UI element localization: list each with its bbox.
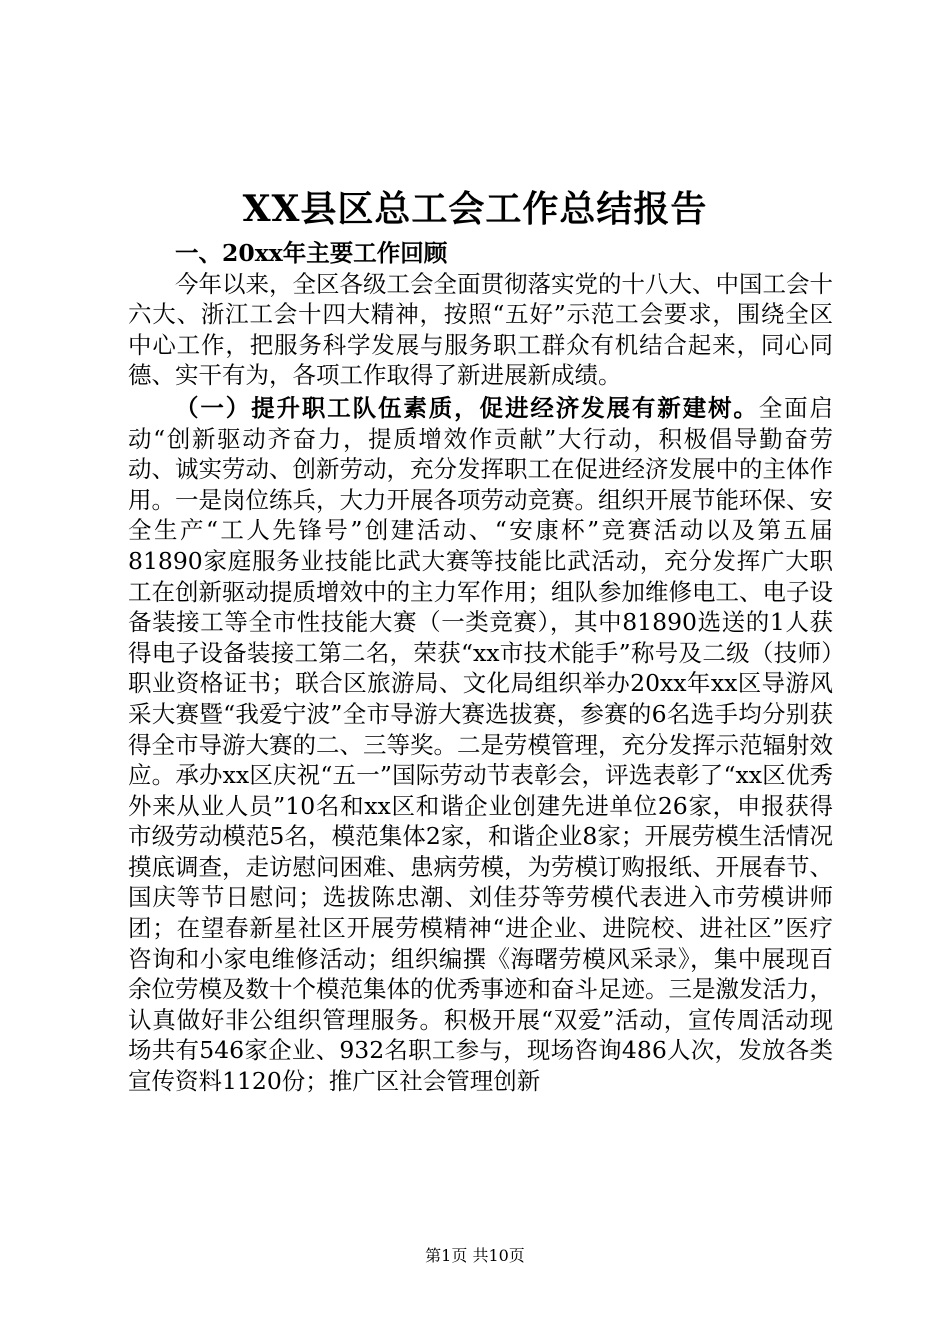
section-heading: 一、20xx年主要工作回顾 (175, 239, 448, 267)
document-title: XX县区总工会工作总结报告 (242, 188, 708, 230)
paragraph-section-one (128, 393, 833, 1097)
paragraph-text: 今年以来，全区各级工会全面贯彻落实党的十八大、中国工会十六大、浙江工会十四大精神，按照“五好”示范工会要求，围绕全区中心工作，把服务科学发展与服务职工群众有机结合起来，同心同德、实干有为，各项工作取得了新进展新成绩。 (128, 269, 833, 390)
paragraph-lead: （一）提升职工队伍素质，促进经济发展有新建树。 (175, 393, 759, 422)
paragraph-intro (128, 269, 833, 391)
document-body (128, 238, 833, 1097)
paragraph-text: 全面启动“创新驱动齐奋力，提质增效作贡献”大行动，积极倡导勤奋劳动、诚实劳动、创新劳动，充分发挥职工在促进经济发展中的主体作用。一是岗位练兵，大力开展各项劳动竞赛。组织开展节能环保、安全生产“工人先锋号”创建活动、“安康杯”竞赛活动以及第五届81890家庭服务业技能比武大赛等技能比武活动，充分发挥广大职工在创新驱动提质增效中的主力军作用；组队参加维修电工、电子设备装接工等全市性技能大赛（一类竞赛），其中81890选送的1人获得电子设备装接工第二名，荣获“xx市技术能手”称号及二级（技师）职业资格证书；联合区旅游局、文化局组织举办20xx年xx区导游风采大赛暨“我爱宁波”全市导游大赛选拔赛，参赛的6名选手均分别获得全市导游大赛的二、三等奖。二是劳模管理，充分发挥示范辐射效应。承办xx区庆祝“五一”国际劳动节表彰会，评选表彰了“xx区优秀外来从业人员”10名和xx区和谐企业创建先进单位26家，申报获得市级劳动模范5名，模范集体2家，和谐企业8家；开展劳模生活情况摸底调查，走访慰问困难、患病劳模，为劳模订购报纸、开展春节、国庆等节日慰问；选拔陈忠潮、刘佳芬等劳模代表进入市劳模讲师团；在望春新星社区开展劳模精神“进企业、进院校、进社区”医疗咨询和小家电维修活动；组织编撰《海曙劳模风采录》，集中展现百余位劳模及数十个模范集体的优秀事迹和奋斗足迹。三是激发活力，认真做好非公组织管理服务。积极开展“双爱”活动，宣传周活动现场共有546家企业、932名职工参与，现场咨询486人次，发放各类宣传资料1120份；推广区社会管理创新 (128, 393, 834, 1096)
page-footer: 第1页 共10页 (425, 1246, 525, 1265)
